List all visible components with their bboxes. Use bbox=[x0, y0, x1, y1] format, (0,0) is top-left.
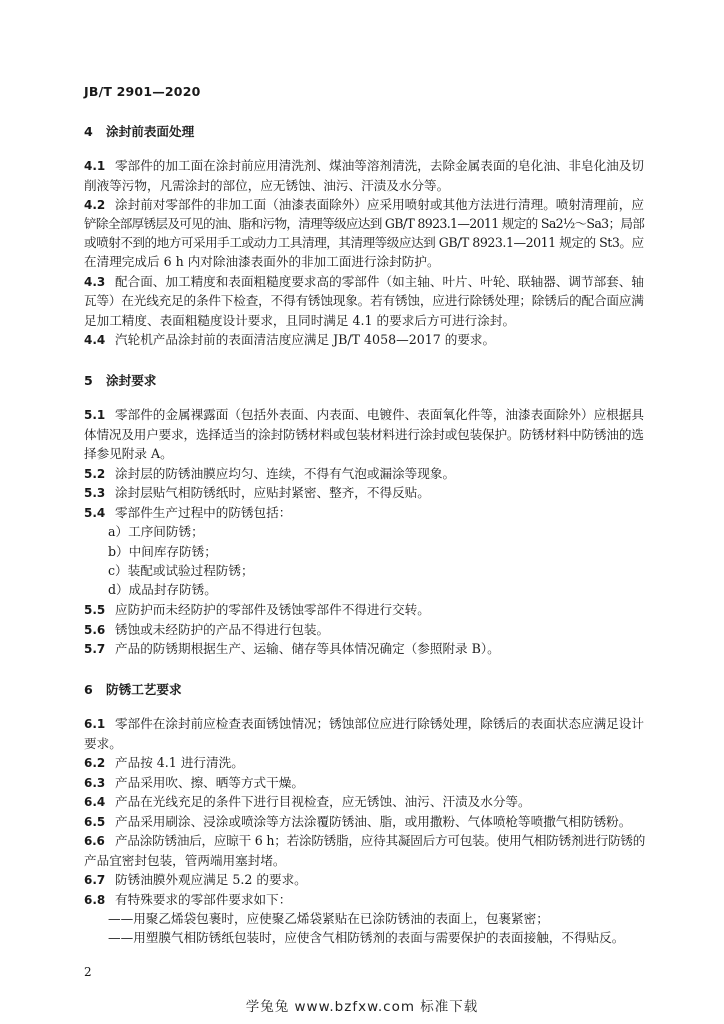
clause-number: 6.1 bbox=[84, 717, 106, 731]
paragraph-line bbox=[84, 407, 644, 423]
clause-text: 配合面、加工精度和表面粗糙度要求高的零部件（如主轴、叶片、叶轮、联轴器、调节部套、轴 bbox=[115, 274, 644, 289]
clause-number: 4.3 bbox=[84, 275, 106, 289]
line-text: 削液等污物，凡需涂封的部位，应无锈蚀、油污、汗渍及水分等。 bbox=[84, 178, 450, 193]
paragraph-line bbox=[84, 872, 307, 888]
clause-text: 产品在光线充足的条件下进行目视检查，应无锈蚀、油污、汗渍及水分等。 bbox=[115, 794, 531, 809]
section-number: 6 bbox=[84, 682, 93, 697]
paragraph-line bbox=[84, 197, 644, 213]
paragraph-line bbox=[84, 293, 644, 309]
clause-text: 产品的防锈期根据生产、运输、储存等具体情况确定（参照附录 B）。 bbox=[115, 641, 500, 656]
clause-number: 6.4 bbox=[84, 795, 106, 809]
clause-number: 5.5 bbox=[84, 603, 106, 617]
clause-text: 零部件在涂封前应检查表面锈蚀情况；锈蚀部位应进行除锈处理，除锈后的表面状态应满足设计 bbox=[115, 716, 644, 731]
line-text: 瓦等）在光线充足的条件下检查，不得有锈蚀现象。若有锈蚀，应进行除锈处理；除锈后的配合面应满 bbox=[84, 293, 644, 308]
clause-text: 防锈油膜外观应满足 5.2 的要求。 bbox=[115, 872, 307, 887]
clause-text: 产品采用刷涂、浸涂或喷涂等方法涂覆防锈油、脂，或用撒粉、气体喷枪等喷撒气相防锈粉。 bbox=[115, 814, 632, 829]
clause-text: 零部件的金属裸露面（包括外表面、内表面、电镀件、表面氧化件等，油漆表面除外）应根据具 bbox=[115, 407, 644, 422]
paragraph-line bbox=[84, 274, 644, 290]
clause-text: 涂封前对零部件的非加工面（油漆表面除外）应采用喷射或其他方法进行清理。喷射清理前，应 bbox=[115, 197, 644, 212]
list-item bbox=[108, 563, 254, 579]
clause-text: 产品按 4.1 进行清洗。 bbox=[115, 755, 244, 770]
line-text: 足加工精度、表面粗糙度设计要求，且同时满足 4.1 的要求后方可进行涂封。 bbox=[84, 313, 516, 328]
paragraph-line bbox=[84, 254, 440, 270]
section-heading bbox=[84, 373, 156, 389]
clause-number: 4.4 bbox=[84, 333, 106, 347]
paragraph-line bbox=[84, 235, 644, 251]
clause-number: 5.1 bbox=[84, 408, 106, 422]
line-text: 择参见附录 A。 bbox=[84, 446, 173, 461]
clause-text: 应防护而未经防护的零部件及锈蚀零部件不得进行交转。 bbox=[115, 602, 430, 617]
line-text: b）中间库存防锈； bbox=[108, 544, 217, 559]
section-number: 4 bbox=[84, 124, 93, 139]
clause-text: 汽轮机产品涂封前的表面清洁度应满足 JB/T 4058—2017 的要求。 bbox=[115, 332, 496, 347]
paragraph-line bbox=[84, 427, 644, 443]
clause-text: 产品涂防锈油后，应晾干 6 h；若涂防锈脂，应待其凝固后方可包装。使用气相防锈剂进行防锈的 bbox=[115, 833, 646, 848]
section-title: 涂封前表面处理 bbox=[106, 124, 195, 139]
paragraph-line bbox=[84, 446, 173, 462]
section-number: 5 bbox=[84, 373, 93, 388]
line-text: 产品宜密封包装，管两端用塞封堵。 bbox=[84, 853, 286, 868]
clause-number: 5.2 bbox=[84, 467, 106, 481]
paragraph-line bbox=[84, 466, 455, 482]
list-item bbox=[108, 544, 217, 560]
paragraph-line bbox=[84, 833, 645, 849]
section-heading bbox=[84, 682, 182, 698]
paragraph-line bbox=[84, 814, 631, 830]
clause-text: 涂封层贴气相防锈纸时，应贴封紧密、整齐，不得反贴。 bbox=[115, 485, 430, 500]
paragraph-line bbox=[84, 158, 644, 174]
list-item bbox=[108, 582, 217, 598]
paragraph-line bbox=[84, 853, 286, 869]
watermark-footer: 学兔兔 www.bzfxw.com 标准下载 bbox=[245, 999, 479, 1015]
line-text: 铲除全部厚锈层及可见的油、脂和污物，清理等级应达到 GB/T 8923.1—2011 规定的 Sa2½～Sa3；局部 bbox=[84, 216, 645, 231]
list-item bbox=[108, 524, 204, 540]
paragraph-line bbox=[84, 736, 122, 752]
list-item bbox=[108, 911, 549, 927]
paragraph-line bbox=[84, 641, 500, 657]
section-heading bbox=[84, 124, 194, 140]
line-text: 或喷射不到的地方可采用手工或动力工具清理，其清理等级应达到 GB/T 8923.1—2011 规定的 St3。应 bbox=[84, 235, 644, 250]
line-text: 体情况及用户要求，选择适当的涂封防锈材料或包装材料进行涂封或包装保护。防锈材料中防锈油的选 bbox=[84, 427, 644, 442]
line-text: d）成品封存防锈。 bbox=[108, 582, 217, 597]
clause-text: 零部件生产过程中的防锈包括： bbox=[115, 505, 292, 520]
line-text: c）装配或试验过程防锈； bbox=[108, 563, 254, 578]
paragraph-line bbox=[84, 485, 430, 501]
clause-text: 有特殊要求的零部件要求如下： bbox=[115, 892, 292, 907]
clause-number: 5.6 bbox=[84, 623, 106, 637]
paragraph-line bbox=[84, 178, 449, 194]
line-text: a）工序间防锈； bbox=[108, 524, 204, 539]
clause-number: 5.7 bbox=[84, 642, 106, 656]
clause-number: 4.1 bbox=[84, 159, 106, 173]
line-text: ——用塑膜气相防锈纸包装时，应使含气相防锈剂的表面与需要保护的表面接触，不得贴反。 bbox=[108, 930, 625, 945]
line-text: ——用聚乙烯袋包裹时，应使聚乙烯袋紧贴在已涂防锈油的表面上，包裹紧密； bbox=[108, 911, 549, 926]
line-text: 要求。 bbox=[84, 736, 122, 751]
clause-number: 5.3 bbox=[84, 486, 106, 500]
clause-number: 5.4 bbox=[84, 506, 106, 520]
clause-text: 涂封层的防锈油膜应均匀、连续，不得有气泡或漏涂等现象。 bbox=[115, 466, 456, 481]
clause-number: 6.7 bbox=[84, 873, 106, 887]
paragraph-line bbox=[84, 332, 495, 348]
line-text: 在清理完成后 6 h 内对除油漆表面外的非加工面进行涂封防护。 bbox=[84, 254, 440, 269]
paragraph-line bbox=[84, 216, 644, 232]
clause-text: 零部件的加工面在涂封前应用清洗剂、煤油等溶剂清洗，去除金属表面的皂化油、非皂化油及切 bbox=[115, 158, 644, 173]
standard-code-header: JB/T 2901—2020 bbox=[84, 84, 201, 99]
paragraph-line bbox=[84, 505, 291, 521]
section-title: 涂封要求 bbox=[106, 373, 157, 388]
paragraph-line bbox=[84, 602, 430, 618]
page-number: 2 bbox=[84, 965, 92, 979]
paragraph-line bbox=[84, 755, 244, 771]
clause-text: 锈蚀或未经防护的产品不得进行包装。 bbox=[115, 622, 330, 637]
list-item bbox=[108, 930, 624, 946]
clause-text: 产品采用吹、擦、晒等方式干燥。 bbox=[115, 775, 304, 790]
clause-number: 4.2 bbox=[84, 198, 106, 212]
paragraph-line bbox=[84, 794, 531, 810]
paragraph-line bbox=[84, 313, 515, 329]
clause-number: 6.2 bbox=[84, 756, 106, 770]
clause-number: 6.3 bbox=[84, 776, 106, 790]
clause-number: 6.5 bbox=[84, 815, 106, 829]
section-title: 防锈工艺要求 bbox=[106, 682, 182, 697]
clause-number: 6.8 bbox=[84, 893, 106, 907]
clause-number: 6.6 bbox=[84, 834, 105, 848]
paragraph-line bbox=[84, 716, 644, 732]
paragraph-line bbox=[84, 892, 291, 908]
paragraph-line bbox=[84, 775, 304, 791]
paragraph-line bbox=[84, 622, 329, 638]
